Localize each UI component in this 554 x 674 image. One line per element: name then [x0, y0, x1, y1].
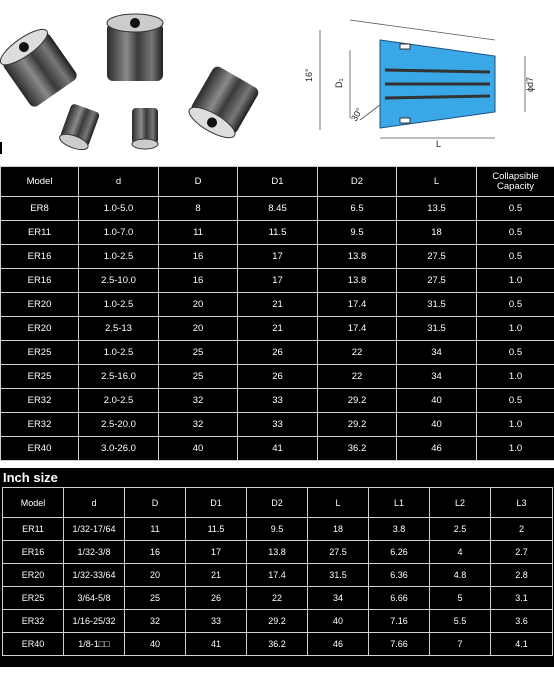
table-row	[3, 564, 553, 587]
table-cell: 7.66	[369, 633, 430, 656]
table-row	[1, 437, 554, 461]
table-cell: ER16	[3, 541, 64, 564]
table-row	[1, 293, 554, 317]
collet-photo-right	[185, 64, 261, 143]
column-header: D	[125, 488, 186, 518]
table-cell: 40	[125, 633, 186, 656]
table-cell: 11	[125, 518, 186, 541]
column-header: d	[79, 167, 159, 197]
table-cell: 26	[238, 365, 318, 389]
table-cell: 2.5-13	[79, 317, 159, 341]
table-cell: 21	[238, 317, 318, 341]
table-cell: 0.5	[477, 197, 554, 221]
table-cell: 31.5	[397, 317, 477, 341]
column-header: D2	[247, 488, 308, 518]
table-cell: 1.0-5.0	[79, 197, 159, 221]
table-cell: 33	[186, 610, 247, 633]
inch-size-table	[2, 487, 553, 656]
table-cell: 3.6	[491, 610, 553, 633]
table-cell: 20	[159, 317, 238, 341]
table-header-row	[3, 488, 553, 518]
table-cell: 0.5	[477, 293, 554, 317]
table-cell: 16	[159, 269, 238, 293]
table-cell: 3/64-5/8	[64, 587, 125, 610]
column-header: D1	[186, 488, 247, 518]
table-cell: ER32	[1, 389, 79, 413]
column-header: Model	[3, 488, 64, 518]
table-cell: 46	[397, 437, 477, 461]
table-cell: 33	[238, 389, 318, 413]
table-cell: 9.5	[318, 221, 397, 245]
table-cell: 25	[159, 365, 238, 389]
table-row	[1, 413, 554, 437]
table-cell: 17.4	[247, 564, 308, 587]
table-cell: 29.2	[318, 389, 397, 413]
column-header: L	[308, 488, 369, 518]
table-cell: 17	[238, 269, 318, 293]
table-cell: 1.0-2.5	[79, 341, 159, 365]
table-row	[3, 518, 553, 541]
table-cell: 7.16	[369, 610, 430, 633]
d1-dimension-label: D₁	[334, 78, 344, 88]
table-cell: 17	[238, 245, 318, 269]
table-cell: 9.5	[247, 518, 308, 541]
table-cell: 7	[430, 633, 491, 656]
table-cell: 18	[308, 518, 369, 541]
table-cell: 34	[397, 365, 477, 389]
column-header: Collapsible Capacity	[477, 167, 554, 197]
table-cell: 2	[491, 518, 553, 541]
table-cell: 11.5	[186, 518, 247, 541]
column-header: L2	[430, 488, 491, 518]
table-cell: ER40	[1, 437, 79, 461]
table-row	[1, 221, 554, 245]
table-cell: 3.8	[369, 518, 430, 541]
collet-photos	[0, 0, 280, 165]
table-cell: 31.5	[308, 564, 369, 587]
table-cell: 46	[308, 633, 369, 656]
table-cell: 2.7	[491, 541, 553, 564]
table-cell: 31.5	[397, 293, 477, 317]
table-cell: 18	[397, 221, 477, 245]
table-cell: 1.0-7.0	[79, 221, 159, 245]
table-cell: ER32	[3, 610, 64, 633]
d-dimension-label: ϕd7	[525, 76, 535, 92]
table-row	[3, 610, 553, 633]
table-cell: 1.0	[477, 365, 554, 389]
table-cell: 27.5	[397, 245, 477, 269]
table-cell: ER40	[3, 633, 64, 656]
table-cell: 1.0	[477, 413, 554, 437]
table-cell: 29.2	[318, 413, 397, 437]
table-cell: 25	[125, 587, 186, 610]
table-cell: 22	[318, 365, 397, 389]
table-header-row	[1, 167, 554, 197]
table-cell: 29.2	[247, 610, 308, 633]
table-cell: 2.5-10.0	[79, 269, 159, 293]
table-cell: 22	[247, 587, 308, 610]
table-cell: 5	[430, 587, 491, 610]
table-cell: ER25	[1, 365, 79, 389]
table-cell: ER16	[1, 269, 79, 293]
table-cell: 1.0	[477, 437, 554, 461]
angle-30-label: 30°	[349, 106, 365, 123]
table-cell: 40	[397, 389, 477, 413]
column-header: D2	[318, 167, 397, 197]
table-cell: 34	[308, 587, 369, 610]
table-cell: 1.0	[477, 317, 554, 341]
table-cell: 1/32-33/64	[64, 564, 125, 587]
table-cell: 17.4	[318, 317, 397, 341]
column-header: D1	[238, 167, 318, 197]
table-cell: 8	[159, 197, 238, 221]
table-cell: 13.5	[397, 197, 477, 221]
table-cell: 4	[430, 541, 491, 564]
table-row	[3, 633, 553, 656]
collet-photo-large-left	[0, 24, 79, 109]
table-cell: 27.5	[308, 541, 369, 564]
table-cell: 1/32-17/64	[64, 518, 125, 541]
table-cell: 36.2	[247, 633, 308, 656]
table-cell: 1/32-3/8	[64, 541, 125, 564]
table-row	[1, 365, 554, 389]
table-cell: 8.45	[238, 197, 318, 221]
table-row	[1, 317, 554, 341]
table-cell: 3.0-26.0	[79, 437, 159, 461]
table-cell: 32	[125, 610, 186, 633]
table-cell: 5.5	[430, 610, 491, 633]
table-cell: 16	[159, 245, 238, 269]
table-cell: 34	[397, 341, 477, 365]
collet-photo-small-center	[132, 108, 158, 149]
table-cell: 4.8	[430, 564, 491, 587]
table-cell: 22	[318, 341, 397, 365]
column-header: Model	[1, 167, 79, 197]
table-cell: 1.0-2.5	[79, 293, 159, 317]
column-header: L1	[369, 488, 430, 518]
table-cell: ER11	[1, 221, 79, 245]
table-row	[1, 389, 554, 413]
table-cell: 41	[238, 437, 318, 461]
table-cell: ER20	[1, 317, 79, 341]
column-header: L3	[491, 488, 553, 518]
table-cell: 2.0-2.5	[79, 389, 159, 413]
l-dimension-label: L	[436, 139, 442, 149]
collet-technical-drawing	[290, 10, 554, 150]
table-cell: 20	[125, 564, 186, 587]
table-row	[1, 269, 554, 293]
angle-16-label: 16°	[304, 68, 314, 82]
table-cell: 2.5	[430, 518, 491, 541]
table-cell: 26	[186, 587, 247, 610]
table-cell: 11	[159, 221, 238, 245]
table-row	[3, 541, 553, 564]
table-row	[1, 341, 554, 365]
table-cell: ER20	[3, 564, 64, 587]
table-cell: ER8	[1, 197, 79, 221]
table-cell: 0.5	[477, 389, 554, 413]
table-cell: 4.1	[491, 633, 553, 656]
table-cell: 16	[125, 541, 186, 564]
table-cell: 0.5	[477, 341, 554, 365]
table-cell: 2.8	[491, 564, 553, 587]
table-cell: 40	[159, 437, 238, 461]
table-cell: 13.8	[318, 269, 397, 293]
column-header: D	[159, 167, 238, 197]
table-cell: 1.0-2.5	[79, 245, 159, 269]
table-cell: 40	[397, 413, 477, 437]
collet-photo-small-left	[58, 103, 101, 153]
metric-size-table	[0, 166, 554, 461]
table-cell: ER20	[1, 293, 79, 317]
collet-photo-top-center	[107, 14, 163, 81]
table-cell: 21	[186, 564, 247, 587]
table-cell: 32	[159, 389, 238, 413]
table-cell: 17.4	[318, 293, 397, 317]
table-cell: 41	[186, 633, 247, 656]
column-header: d	[64, 488, 125, 518]
table-cell: 17	[186, 541, 247, 564]
table-row	[1, 245, 554, 269]
table-cell: 0.5	[477, 245, 554, 269]
table-cell: ER16	[1, 245, 79, 269]
table-cell: 1/8-1□□	[64, 633, 125, 656]
table-cell: 40	[308, 610, 369, 633]
table-cell: 6.5	[318, 197, 397, 221]
table-cell: 26	[238, 341, 318, 365]
table-cell: ER25	[1, 341, 79, 365]
table-cell: 36.2	[318, 437, 397, 461]
table-cell: 11.5	[238, 221, 318, 245]
table-cell: 27.5	[397, 269, 477, 293]
table-cell: 1/16-25/32	[64, 610, 125, 633]
table-cell: 2.5-20.0	[79, 413, 159, 437]
table-cell: 32	[159, 413, 238, 437]
table-row	[1, 197, 554, 221]
table-cell: 6.36	[369, 564, 430, 587]
table-cell: ER32	[1, 413, 79, 437]
product-images-area	[0, 0, 554, 165]
table-cell: 0.5	[477, 221, 554, 245]
inch-size-panel	[0, 487, 554, 667]
table-cell: 13.8	[247, 541, 308, 564]
table-cell: 20	[159, 293, 238, 317]
table-cell: ER11	[3, 518, 64, 541]
table-cell: 2.5-16.0	[79, 365, 159, 389]
column-header: L	[397, 167, 477, 197]
table-cell: 21	[238, 293, 318, 317]
table-cell: 33	[238, 413, 318, 437]
table-cell: 6.66	[369, 587, 430, 610]
table-cell: 3.1	[491, 587, 553, 610]
table-cell: 13.8	[318, 245, 397, 269]
table-row	[3, 587, 553, 610]
table-cell: 25	[159, 341, 238, 365]
table-cell: 6.26	[369, 541, 430, 564]
inch-size-title: Inch size	[0, 468, 554, 487]
table-cell: 1.0	[477, 269, 554, 293]
table-cell: ER25	[3, 587, 64, 610]
